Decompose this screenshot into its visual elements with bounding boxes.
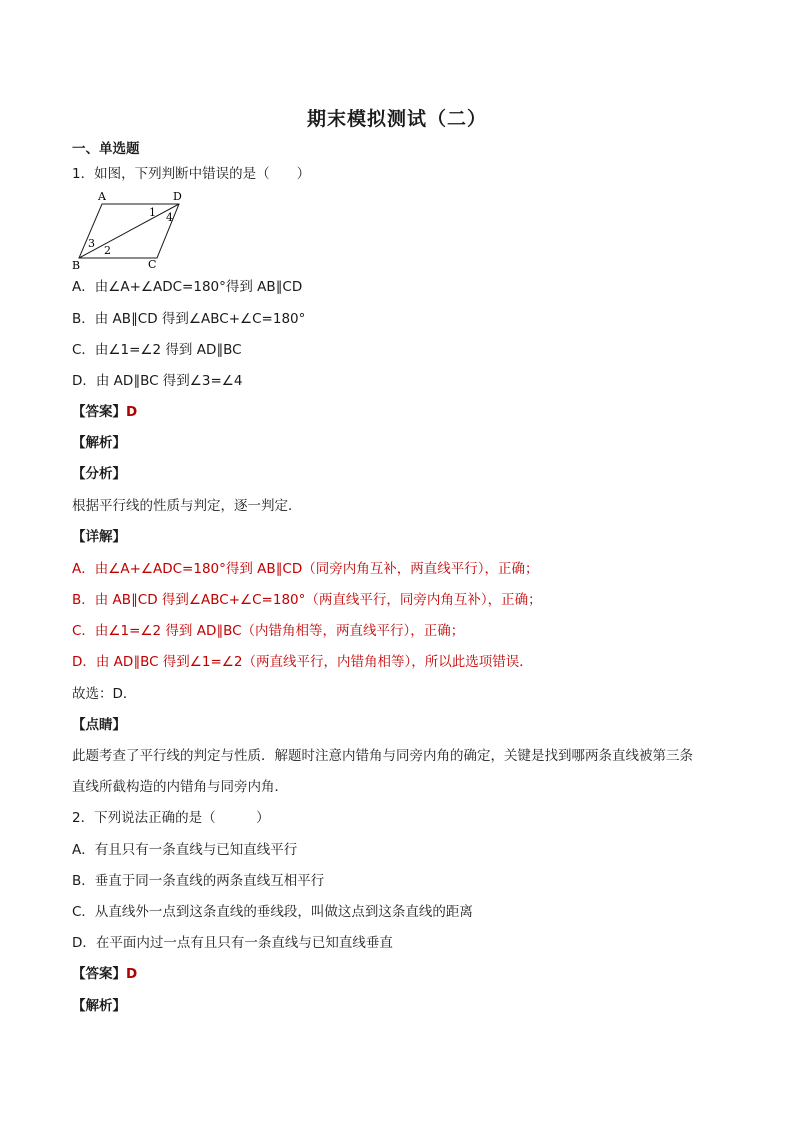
section-heading: 一、单选题 [72,141,140,157]
answer-value: D [126,966,138,982]
q1-jiexi-label: 【解析】 [72,435,126,451]
q1-option-c: C．由∠1=∠2 得到 AD∥BC [72,342,242,358]
angle-label-4: 4 [166,211,173,224]
angle-label-1: 1 [149,206,156,219]
answer-label: 【答案】 [72,404,126,420]
question-1-stem: 1．如图，下列判断中错误的是（ ） [72,166,311,182]
q1-dianjing-line-1: 此题考查了平行线的判定与性质．解题时注意内错角与同旁内角的确定，关键是找到哪两条直线被第三条 [72,748,693,764]
q1-xiangjie-label: 【详解】 [72,529,126,545]
vertex-label-d: D [173,190,182,203]
q2-answer [72,965,137,983]
q1-detail-b: B．由 AB∥CD 得到∠ABC+∠C=180°（两直线平行，同旁内角互补），正确； [72,592,542,608]
page-title: 期末模拟测试（二） [306,108,487,130]
q1-option-a: A．由∠A+∠ADC=180°得到 AB∥CD [72,279,303,295]
q1-option-b: B．由 AB∥CD 得到∠ABC+∠C=180° [72,311,306,327]
q2-jiexi-label: 【解析】 [72,998,126,1014]
vertex-label-b: B [72,259,81,272]
q1-detail-d: D．由 AD∥BC 得到∠1=∠2（两直线平行，内错角相等），所以此选项错误． [72,654,533,670]
vertex-label-c: C [148,258,157,271]
q2-option-d: D．在平面内过一点有且只有一条直线与已知直线垂直 [72,935,393,951]
answer-label: 【答案】 [72,966,126,982]
q1-fenxi-label: 【分析】 [72,466,126,482]
q1-detail-c: C．由∠1=∠2 得到 AD∥BC（内错角相等，两直线平行），正确； [72,623,465,639]
q2-option-a: A．有且只有一条直线与已知直线平行 [72,842,298,858]
angle-label-2: 2 [104,244,111,257]
parallelogram-figure [70,186,190,272]
q1-detail-a: A．由∠A+∠ADC=180°得到 AB∥CD（同旁内角互补，两直线平行），正确； [72,561,539,577]
angle-label-3: 3 [88,237,95,250]
q1-dianjing-line-2: 直线所截构造的内错角与同旁内角． [72,779,288,795]
answer-value: D [126,404,138,420]
question-2-stem: 2．下列说法正确的是（ ） [72,810,270,826]
q2-option-c: C．从直线外一点到这条直线的垂线段，叫做这点到这条直线的距离 [72,904,473,920]
q1-dianjing-label: 【点睛】 [72,717,126,733]
q1-answer [72,403,137,421]
q2-option-b: B．垂直于同一条直线的两条直线互相平行 [72,873,325,889]
q1-fenxi-text: 根据平行线的性质与判定，逐一判定． [72,498,302,514]
vertex-label-a: A [98,190,106,203]
q1-choice: 故选：D． [72,686,137,702]
q1-option-d: D．由 AD∥BC 得到∠3=∠4 [72,373,243,389]
